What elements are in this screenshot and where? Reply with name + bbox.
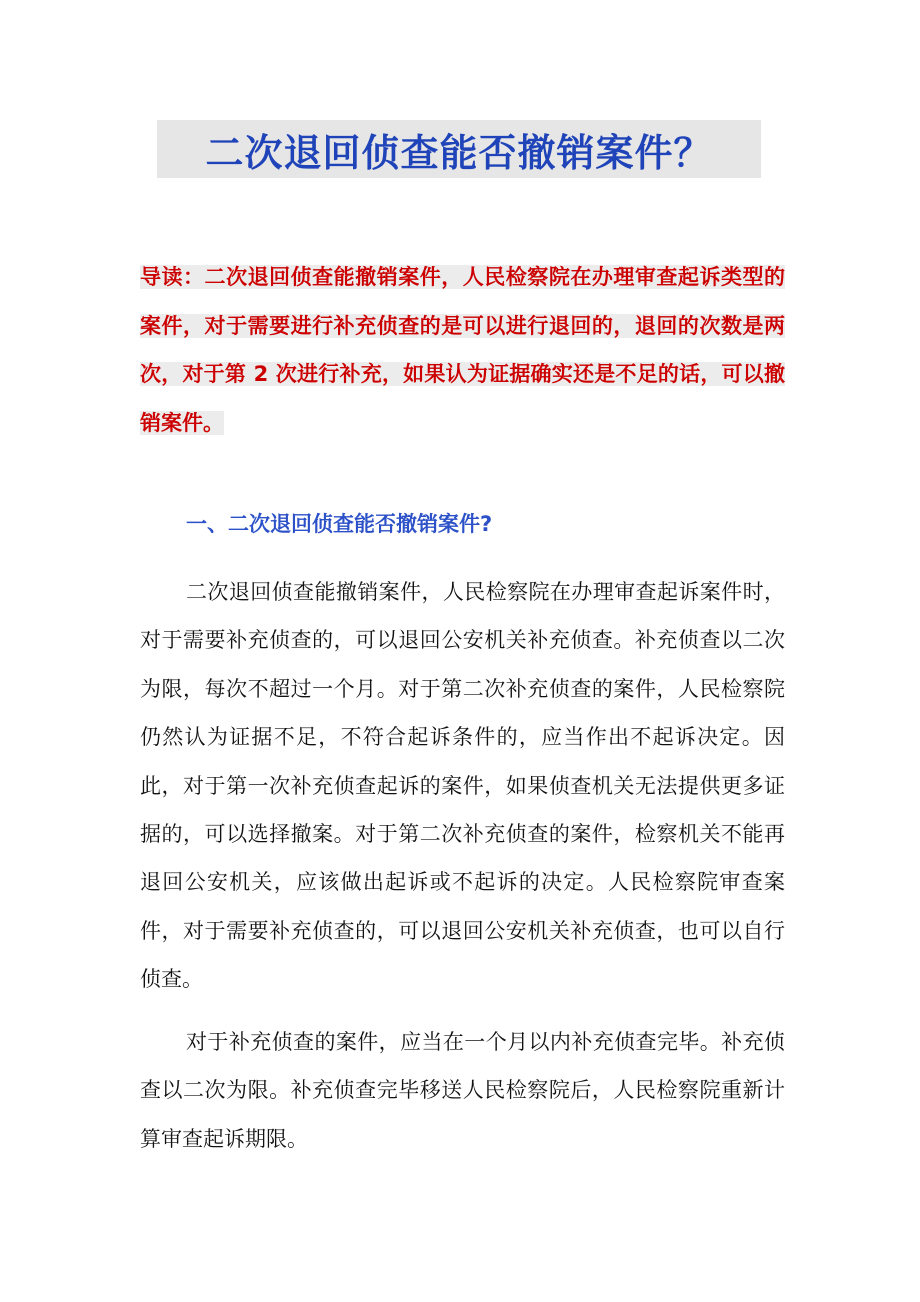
intro-summary: [140, 253, 785, 447]
title-banner: [157, 120, 761, 178]
document-title: 二次退回侦查能否撤销案件？: [205, 130, 713, 175]
intro-text: 导读：二次退回侦查能撤销案件，人民检察院在办理审查起诉类型的案件，对于需要进行补充侦查的是可以进行退回的，退回的次数是两次，对于第 2 次进行补充，如果认为证据确实还是不足的话，可以撤销案件。: [140, 265, 785, 435]
body-paragraph-1: 二次退回侦查能撤销案件，人民检察院在办理审查起诉案件时，对于需要补充侦查的，可以退回公安机关补充侦查。补充侦查以二次为限，每次不超过一个月。对于第二次补充侦查的案件，人民检察院仍然认为证据不足，不符合起诉条件的，应当作出不起诉决定。因此，对于第一次补充侦查起诉的案件，如果侦查机关无法提供更多证据的，可以选择撤案。对于第二次补充侦查的案件，检察机关不能再退回公安机关，应该做出起诉或不起诉的决定。人民检察院审查案件，对于需要补充侦查的，可以退回公安机关补充侦查，也可以自行侦查。: [140, 580, 785, 992]
section-heading: 一、二次退回侦查能否撤销案件?: [186, 512, 493, 536]
body-paragraph-2: 对于补充侦查的案件，应当在一个月以内补充侦查完毕。补充侦查以二次为限。补充侦查完毕移送人民检察院后，人民检察院重新计算审查起诉期限。: [140, 1030, 785, 1151]
